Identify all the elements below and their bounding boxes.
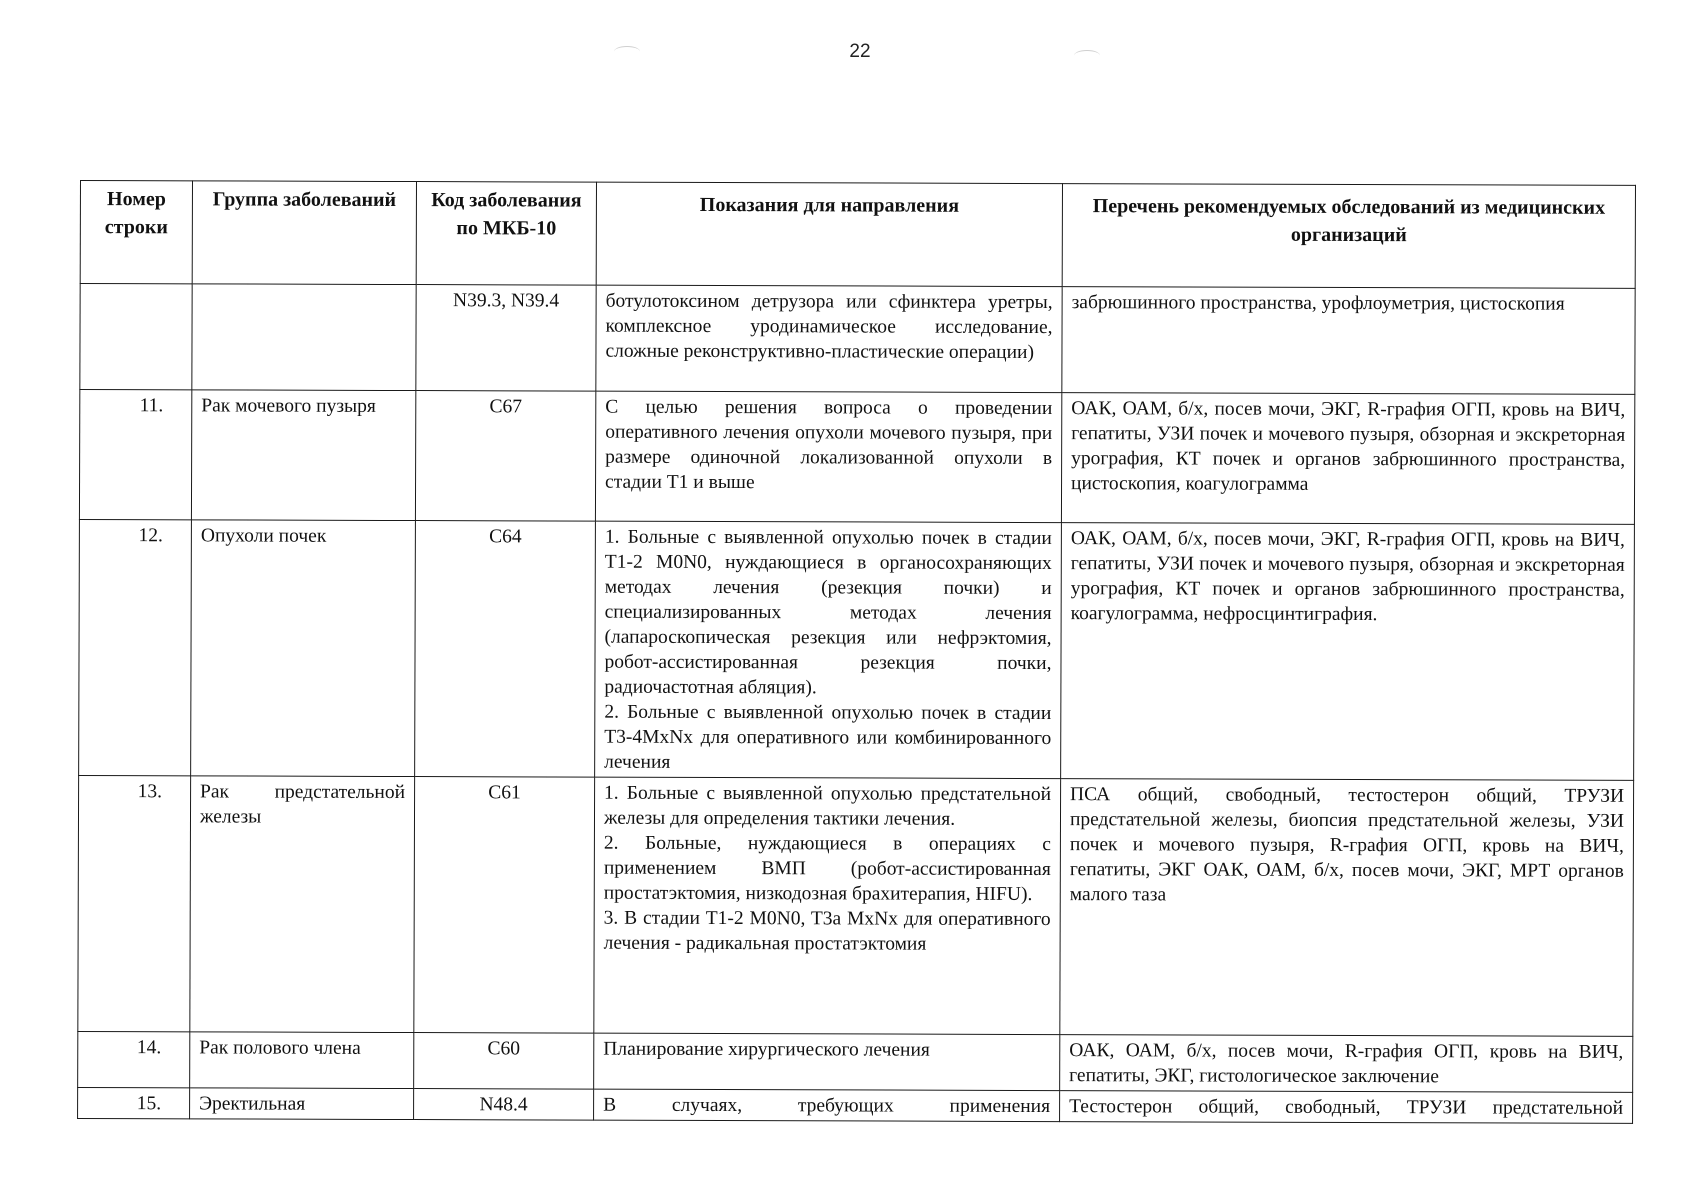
icd10-code-cell: C61 xyxy=(414,777,595,1034)
exams-cell: Тестостерон общий, свободный, ТРУЗИ предстательной xyxy=(1060,1091,1633,1124)
row-number-cell: 11. xyxy=(79,390,191,520)
indications-cell xyxy=(594,777,1061,1034)
table-row xyxy=(80,284,1635,395)
indication-item: 2. Больные, нуждающиеся в операциях с применением ВМП (робот-ассистированная простатэктомия, низкодозная брахитерапия, HIFU). xyxy=(603,832,1051,905)
row-number-cell: 14. xyxy=(78,1031,190,1087)
indication-item: 3. В стадии T1-2 M0N0, T3a MxNx для оперативного лечения - радикальная простатэктомия xyxy=(603,907,1051,955)
header-row-number: Номер строки xyxy=(80,181,192,284)
indications-cell xyxy=(595,391,1061,522)
indications-cell xyxy=(594,1089,1060,1121)
table-row xyxy=(79,390,1634,525)
indication-item: ботулотоксином детрузора или сфинктера уретры, комплексное уродинамическое исследование, сложные реконструктивно-пластические операции) xyxy=(605,290,1053,363)
exams-cell: забрюшинного пространства, урофлоуметрия, цистоскопия xyxy=(1062,287,1635,395)
icd10-code-cell: N48.4 xyxy=(414,1089,594,1121)
disease-group-cell: Рак мочевого пузыря xyxy=(191,390,415,521)
exams-cell: ОАК, ОАМ, б/х, посев мочи, ЭКГ, R-графия ОГП, кровь на ВИЧ, гепатиты, УЗИ почек и мочевого пузыря, обзорная и экскреторная урография, КТ почек и органов забрюшинного пространства, цистоскопия, коагулограмма xyxy=(1061,393,1634,525)
indication-item: 2. Больные с выявленной опухолью почек в стадии T3-4MxNx для оперативного или комбинированного лечения xyxy=(604,701,1052,773)
header-exams: Перечень рекомендуемых обследований из медицинских организаций xyxy=(1062,184,1635,289)
header-icd10-code: Код заболевания по МКБ-10 xyxy=(416,182,596,286)
indications-cell xyxy=(595,521,1062,778)
referral-table xyxy=(77,180,1636,1124)
row-number-cell: 13. xyxy=(78,775,191,1031)
table-row xyxy=(79,519,1635,780)
indication-item: В случаях, требующих применения xyxy=(603,1094,1051,1118)
page-number: 22 xyxy=(849,41,871,62)
header-disease-group: Группа заболеваний xyxy=(192,181,416,285)
disease-group-cell xyxy=(192,284,416,391)
indication-item: Планирование хирургического лечения xyxy=(603,1038,930,1061)
referral-table-container xyxy=(77,180,1635,1124)
indication-item: 1. Больные с выявленной опухолью предстательной железы для определения тактики лечения. xyxy=(603,782,1052,830)
header-indications: Показания для направления xyxy=(596,182,1062,286)
disease-group-cell: Рак предстательной железы xyxy=(190,776,415,1033)
table-row xyxy=(78,775,1634,1036)
row-number-cell xyxy=(80,284,192,390)
row-number-cell: 15. xyxy=(78,1087,190,1118)
disease-group-cell: Эректильная xyxy=(190,1088,414,1120)
exams-cell: ОАК, ОАМ, б/х, посев мочи, ЭКГ, R-графия ОГП, кровь на ВИЧ, гепатиты, УЗИ почек и мочевого пузыря, обзорная и экскреторная урография, КТ почек и органов забрюшинного пространства, коагулограмма, нефросцинтиграфия. xyxy=(1061,523,1635,781)
icd10-code-cell: C67 xyxy=(415,391,595,522)
indications-cell xyxy=(596,285,1062,392)
exams-cell: ПСА общий, свободный, тестостерон общий, ТРУЗИ предстательной железы, биопсия предстательной железы, УЗИ почек и мочевого пузыря, R-графия ОГП, кровь на ВИЧ, гепатиты, ЭКГ ОАК, ОАМ, б/х, посев мочи, ЭКГ, МРТ органов малого таза xyxy=(1060,779,1634,1037)
icd10-code-cell: C64 xyxy=(415,521,596,778)
disease-group-cell: Рак полового члена xyxy=(190,1032,414,1089)
indications-cell xyxy=(594,1033,1060,1090)
icd10-code-cell: C60 xyxy=(414,1033,594,1090)
row-number-cell: 12. xyxy=(79,519,192,775)
indication-item: С целью решения вопроса о проведении оперативного лечения опухоли мочевого пузыря, при размере одиночной локализованной опухоли в стадии T1 и выше xyxy=(605,396,1053,494)
table-header-row xyxy=(80,181,1635,289)
table-row xyxy=(78,1031,1633,1092)
disease-group-cell: Опухоли почек xyxy=(191,520,416,777)
exams-cell: ОАК, ОАМ, б/х, посев мочи, R-графия ОГП, кровь на ВИЧ, гепатиты, ЭКГ, гистологическое заключение xyxy=(1060,1035,1633,1093)
icd10-code-cell: N39.3, N39.4 xyxy=(416,285,596,392)
indication-item: 1. Больные с выявленной опухолью почек в стадии T1-2 M0N0, нуждающиеся в органосохраняющих методах лечения (резекция почки) и специализированных методах лечения (лапароскопическая резекция или нефрэктомия, робот-ассистированная резекция почки, радиочастотная абляция). xyxy=(604,526,1052,699)
table-row xyxy=(78,1087,1633,1123)
